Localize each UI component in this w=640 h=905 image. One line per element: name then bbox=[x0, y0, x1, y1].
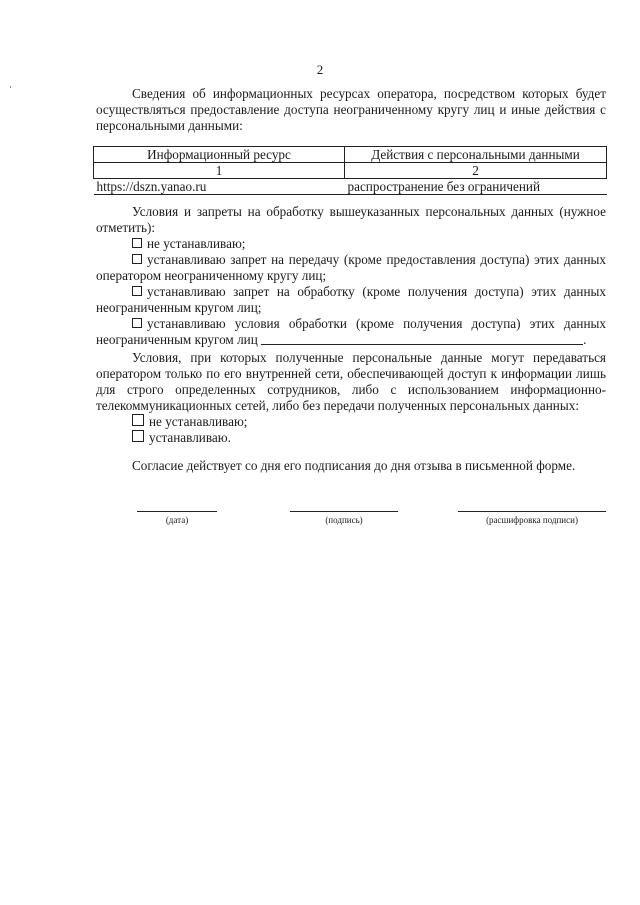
transfer-option-1 bbox=[96, 414, 606, 430]
checkbox[interactable] bbox=[132, 286, 142, 296]
signature-decode-line[interactable] bbox=[458, 511, 606, 512]
table-row bbox=[94, 179, 607, 195]
conditions-intro: Условия и запреты на обработку вышеуказанных персональных данных (нужное отметить): bbox=[96, 204, 606, 235]
option-label: устанавливаю условия обработки (кроме получения доступа) этих данных неограниченным кругом лиц bbox=[96, 316, 606, 347]
table-cell-resource: https://dszn.yanao.ru bbox=[94, 179, 345, 195]
checkbox[interactable] bbox=[132, 254, 142, 264]
signature-label: (подпись) bbox=[325, 515, 363, 525]
option-label: устанавливаю запрет на обработку (кроме получения доступа) этих данных неограниченным кругом лиц; bbox=[96, 284, 606, 315]
intro-paragraph: Сведения об информационных ресурсах оператора, посредством которых будет осуществляться предоставление доступа неограниченному кругу лиц и иные действия с персональными данными: bbox=[96, 86, 606, 133]
option-label: устанавливаю запрет на передачу (кроме предоставления доступа) этих данных оператором неограниченному кругу лиц; bbox=[96, 252, 606, 283]
date-label: (дата) bbox=[165, 515, 189, 525]
conditions-end: . bbox=[583, 332, 587, 347]
table-number-2: 2 bbox=[345, 163, 607, 179]
table-header-actions: Действия с персональными данными bbox=[345, 147, 607, 163]
conditions-option-2 bbox=[96, 252, 606, 284]
conditions-option-4 bbox=[96, 316, 606, 348]
page-number: 2 bbox=[316, 62, 324, 77]
date-line[interactable] bbox=[137, 511, 217, 512]
checkbox[interactable] bbox=[132, 414, 144, 426]
table-number-1: 1 bbox=[94, 163, 345, 179]
checkbox[interactable] bbox=[132, 238, 142, 248]
checkbox[interactable] bbox=[132, 430, 144, 442]
resources-table bbox=[93, 146, 607, 195]
conditions-section bbox=[96, 204, 606, 348]
conditions-option-1 bbox=[96, 236, 606, 252]
option-label: устанавливаю. bbox=[149, 430, 231, 445]
option-label: не устанавливаю; bbox=[149, 414, 248, 429]
signature-decode-label: (расшифровка подписи) bbox=[486, 515, 578, 525]
table-cell-action: распространение без ограничений bbox=[345, 179, 607, 195]
option-label: не устанавливаю; bbox=[147, 236, 246, 251]
table-header-row bbox=[94, 147, 607, 163]
table-number-row bbox=[94, 163, 607, 179]
checkbox[interactable] bbox=[132, 318, 142, 328]
conditions-option-3 bbox=[96, 284, 606, 316]
scan-mark bbox=[10, 86, 11, 88]
conditions-fill-line[interactable] bbox=[261, 333, 583, 345]
transfer-section bbox=[96, 350, 606, 446]
table-header-resource: Информационный ресурс bbox=[94, 147, 345, 163]
transfer-option-2 bbox=[96, 430, 606, 446]
signature-line[interactable] bbox=[290, 511, 398, 512]
consent-paragraph: Согласие действует со дня его подписания до дня отзыва в письменной форме. bbox=[132, 458, 576, 473]
transfer-intro: Условия, при которых полученные персональные данные могут передаваться оператором только по его внутренней сети, обеспечивающей доступ к информации лишь для строго определенных сотрудников, либо с использованием информационно-телекоммуникационных сетей, либо без передачи полученных персональных данных: bbox=[96, 350, 606, 413]
